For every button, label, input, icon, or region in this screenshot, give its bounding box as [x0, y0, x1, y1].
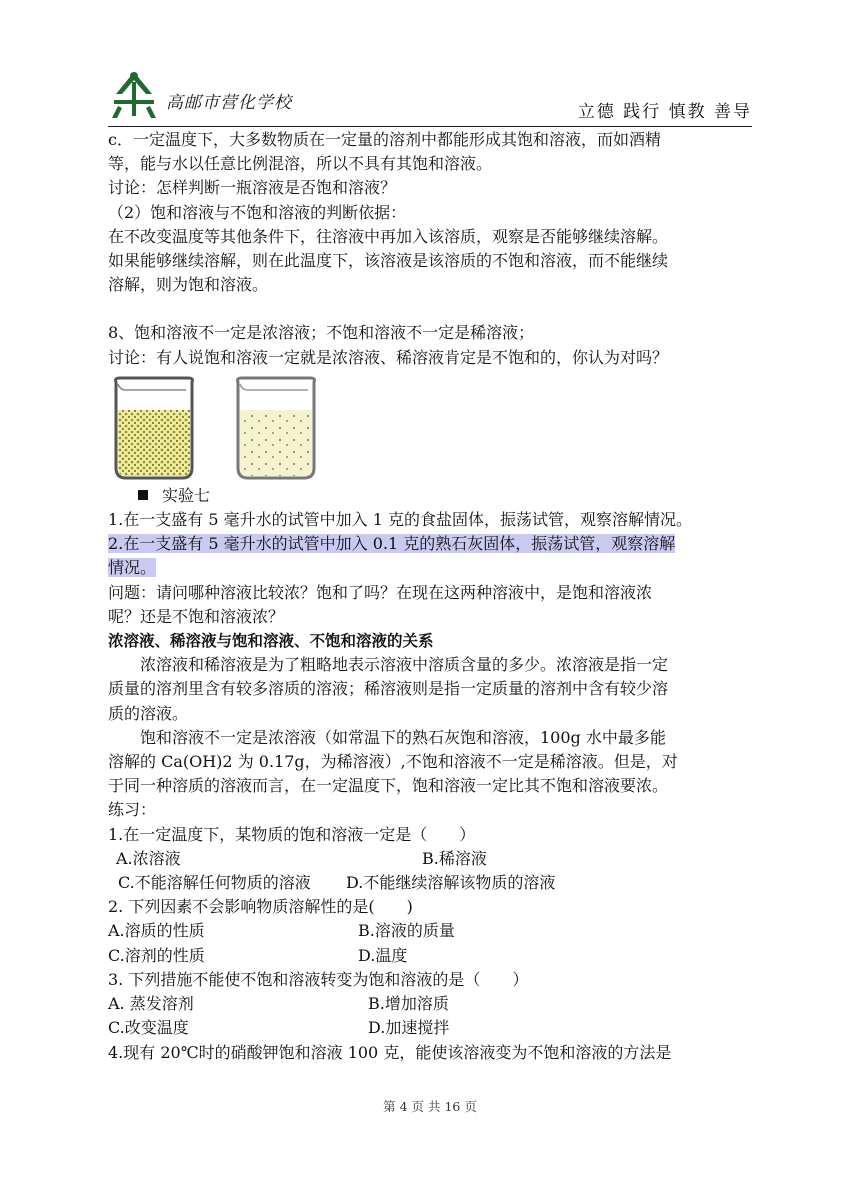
paragraph-line: 溶解的 Ca(OH)2 为 0.17g，为稀溶液）,不饱和溶液不一定是稀溶液。但是，对: [108, 752, 678, 772]
options-row: [108, 871, 752, 895]
beaker-figure: [108, 376, 752, 480]
logo-text: 高邮市营化学校: [166, 93, 292, 113]
option-a: A.浓溶液: [116, 848, 181, 868]
paragraph-line: 溶解，则为饱和溶液。: [108, 275, 269, 295]
page-number: 第 4 页 共 16 页: [383, 1099, 477, 1114]
options-row: [108, 919, 752, 943]
highlighted-text: 2.在一支盛有 5 毫升水的试管中加入 0.1 克的熟石灰固体，振荡试管，观察溶解: [108, 534, 676, 554]
option-d: D.温度: [358, 945, 408, 965]
relation-heading: 浓溶液、稀溶液与饱和溶液、不饱和溶液的关系: [108, 632, 434, 651]
discussion-question: 讨论：怎样判断一瓶溶液是否饱和溶液？: [108, 178, 397, 198]
paragraph-line: 于同一种溶质的溶液而言，在一定温度下，饱和溶液一定比其不饱和溶液要浓。: [108, 776, 669, 796]
section-subtitle: （2）饱和溶液与不饱和溶液的判断依据：: [108, 202, 407, 222]
practice-question-4: 4.现有 20℃时的硝酸钾饱和溶液 100 克，能使该溶液变为不饱和溶液的方法是: [108, 1042, 672, 1062]
discussion-question: 讨论：有人说饱和溶液一定就是浓溶液、稀溶液肯定是不饱和的，你认为对吗？: [108, 347, 669, 367]
experiment-title-text: 实验七: [162, 485, 211, 505]
paragraph-line: 饱和溶液不一定是浓溶液（如常温下的熟石灰饱和溶液，100g 水中最多能: [140, 727, 666, 747]
option-c: C.不能溶解任何物质的溶液: [118, 873, 311, 893]
experiment-step: 1.在一支盛有 5 毫升水的试管中加入 1 克的食盐固体，振荡试管，观察溶解情况。: [108, 510, 692, 530]
beaker-saturated-image: [112, 376, 196, 480]
option-a: A. 蒸发溶剂: [108, 994, 194, 1014]
highlighted-text: 情况。: [108, 558, 157, 578]
school-logo: [108, 66, 308, 122]
practice-question-3: 3. 下列措施不能使不饱和溶液转变为饱和溶液的是（ ）: [108, 969, 529, 989]
experiment-title: [108, 484, 752, 508]
paragraph-line: c．一定温度下，大多数物质在一定量的溶剂中都能形成其饱和溶液，而如酒精: [108, 130, 661, 149]
question-line: 问题：请问哪种溶液比较浓？饱和了吗？在现在这两种溶液中，是饱和溶液浓: [108, 582, 653, 602]
options-row: [108, 847, 752, 871]
point-8: 8、饱和溶液不一定是浓溶液；不饱和溶液不一定是稀溶液；: [108, 323, 535, 343]
bullet-square-icon: [138, 490, 148, 500]
document-body: [108, 128, 752, 1065]
paragraph-line: 质量的溶剂里含有较多溶质的溶液；稀溶液则是指一定质量的溶剂中含有较少溶: [108, 679, 669, 699]
paragraph-line: 质的溶液。: [108, 703, 189, 723]
experiment-step-highlighted: [108, 556, 752, 580]
page-header: [108, 66, 752, 127]
paragraph-line: 如果能够继续溶解，则在此温度下，该溶液是该溶质的不饱和溶液，而不能继续: [108, 251, 669, 271]
option-c: C.改变温度: [108, 1018, 189, 1038]
option-b: B.溶液的质量: [358, 921, 455, 941]
options-row: [108, 992, 752, 1016]
option-b: B.增加溶质: [368, 994, 449, 1014]
option-d: D.不能继续溶解该物质的溶液: [346, 873, 556, 893]
paragraph-line: 在不改变温度等其他条件下，往溶液中再加入该溶质，观察是否能够继续溶解。: [108, 226, 669, 246]
question-line: 呢？还是不饱和溶液浓？: [108, 606, 285, 626]
option-c: C.溶剂的性质: [108, 945, 205, 965]
option-d: D.加速搅拌: [368, 1018, 450, 1038]
practice-heading: 练习：: [108, 800, 157, 820]
paragraph-line: 等，能与水以任意比例混溶，所以不具有其饱和溶液。: [108, 154, 493, 174]
beaker-unsaturated-image: [234, 376, 318, 480]
practice-question-2: 2. 下列因素不会影响物质溶解性的是( ): [108, 897, 413, 917]
practice-question-1: 1.在一定温度下，某物质的饱和溶液一定是（ ）: [108, 824, 476, 844]
experiment-step-highlighted: [108, 532, 752, 556]
option-a: A.溶质的性质: [108, 921, 205, 941]
school-motto: 立德 践行 慎教 善导: [577, 102, 752, 122]
paragraph-line: 浓溶液和稀溶液是为了粗略地表示溶液中溶质含量的多少。浓溶液是指一定: [140, 655, 669, 675]
options-row: [108, 944, 752, 968]
option-b: B.稀溶液: [422, 848, 487, 868]
options-row: [108, 1016, 752, 1040]
